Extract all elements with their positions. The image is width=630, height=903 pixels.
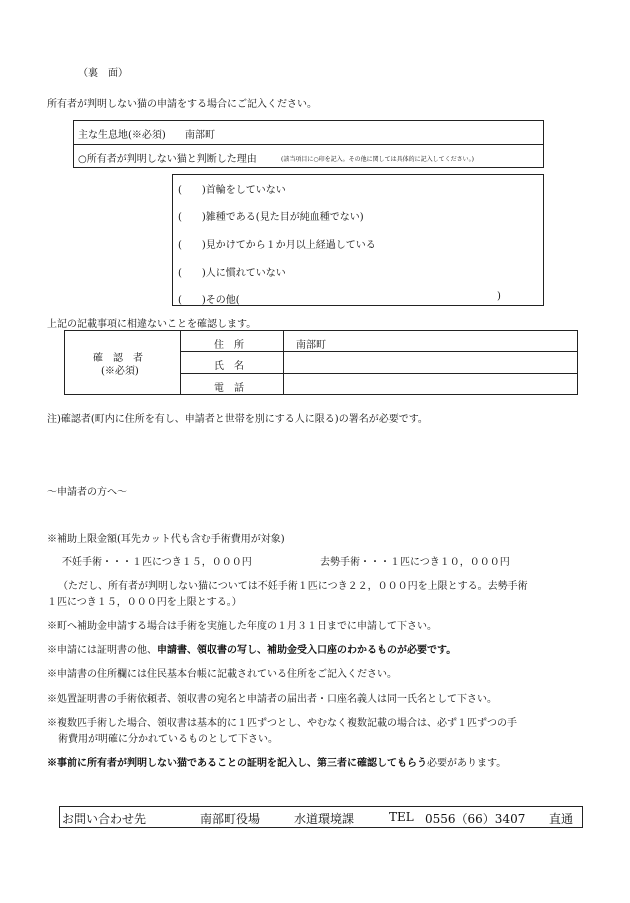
- reason-label: ○所有者が判明しない猫と判断した理由: [78, 154, 257, 165]
- contact-direct: 直通: [549, 812, 574, 826]
- note-same-name: ※処置証明書の手術依頼者、領収書の宛名と申請者の届出者・口座名義人は同一氏名として下さい。: [47, 694, 497, 705]
- subsidy-male: 去勢手術・・・１匹につき１０，０００円: [320, 557, 510, 568]
- name-label: 氏 名: [214, 361, 244, 372]
- confirmer-note: 注)確認者(町内に住所を有し、申請者と世帯を別にする人に限る)の署名が必要です。: [47, 414, 428, 425]
- confirm-statement: 上記の記載事項に相違ないことを確認します。: [47, 319, 257, 330]
- phone-label: 電 話: [214, 383, 244, 394]
- note-prior-bold: ※事前に所有者が判明しない猫であることの証明を記入し、第三者に確認してもらう: [47, 758, 427, 769]
- reason-item-month: ( )見かけてから１か月以上経過している: [178, 240, 376, 251]
- confirm-table-row-line: [180, 373, 578, 374]
- reason-note: (該当項目に○印を記入。その他に関しては具体的に記入してください。): [281, 156, 474, 163]
- note-multiple-line1: ※複数匹手術した場合、領収書は基本的に１匹ずつとし、やむなく複数記載の場合は、必ず１匹ずつの手: [47, 718, 517, 729]
- subsidy-female: 不妊手術・・・１匹につき１５，０００円: [62, 557, 252, 568]
- contact-dept: 水道環境課: [294, 812, 355, 826]
- reason-item-unfriendly: ( )人に慣れていない: [178, 268, 286, 279]
- note-prior-suffix: 必要があります。: [427, 758, 507, 769]
- reason-item-collar: ( )首輪をしていない: [178, 185, 286, 196]
- note-multiple-line2: 術費用が明確に分かれているものとして下さい。: [58, 734, 278, 745]
- contact-tel-label: TEL: [389, 810, 414, 824]
- note-documents: [47, 641, 456, 656]
- confirm-table-divider: [180, 330, 181, 395]
- contact-office: 南部町役場: [200, 812, 261, 826]
- subsidy-caveat-line1: （ただし、所有者が判明しない猫については不妊手術１匹につき２２，０００円を上限とする。去勢手術: [58, 581, 528, 592]
- note-documents-bold: 申請書、領収書の写し、補助金受入口座のわかるものが必要です。: [157, 645, 457, 656]
- habitat-value: 南部町: [185, 130, 215, 141]
- note-prior: [47, 754, 506, 769]
- confirmer-required: (※必須): [101, 366, 139, 377]
- subsidy-title: ※補助上限金額(耳先カット代も含む手術費用が対象): [47, 534, 285, 545]
- address-value[interactable]: 南部町: [296, 340, 326, 351]
- reason-item-other-close: ): [497, 291, 501, 302]
- contact-tel-number[interactable]: 0556（66）3407: [425, 812, 526, 826]
- note-deadline: ※町へ補助金申請する場合は手術を実施した年度の１月３１日までに申請して下さい。: [47, 621, 437, 632]
- intro-text: 所有者が判明しない猫の申請をする場合にご記入ください。: [47, 99, 317, 110]
- confirmer-header: 確 認 者: [93, 353, 143, 364]
- habitat-box-divider: [73, 144, 544, 145]
- note-documents-prefix: ※申請には証明書の他、: [47, 645, 157, 656]
- contact-label: お問い合わせ先: [62, 812, 147, 826]
- habitat-label: 主な生息地(※必須): [78, 130, 166, 141]
- applicant-heading: ～申請者の方へ～: [47, 487, 127, 498]
- reason-item-other: ( )その他(: [178, 295, 240, 306]
- address-label: 住 所: [214, 340, 244, 351]
- reason-item-mixed: ( )雑種である(見た目が純血種でない): [178, 212, 364, 223]
- confirm-table-divider: [283, 330, 284, 395]
- note-address: ※申請書の住所欄には住民基本台帳に記載されている住所をご記入ください。: [47, 669, 397, 680]
- subsidy-caveat-line2: １匹につき１５，０００円を上限とする。）: [47, 597, 242, 608]
- confirm-table-row-line: [180, 351, 578, 352]
- page-side-label: （裏 面）: [78, 68, 128, 79]
